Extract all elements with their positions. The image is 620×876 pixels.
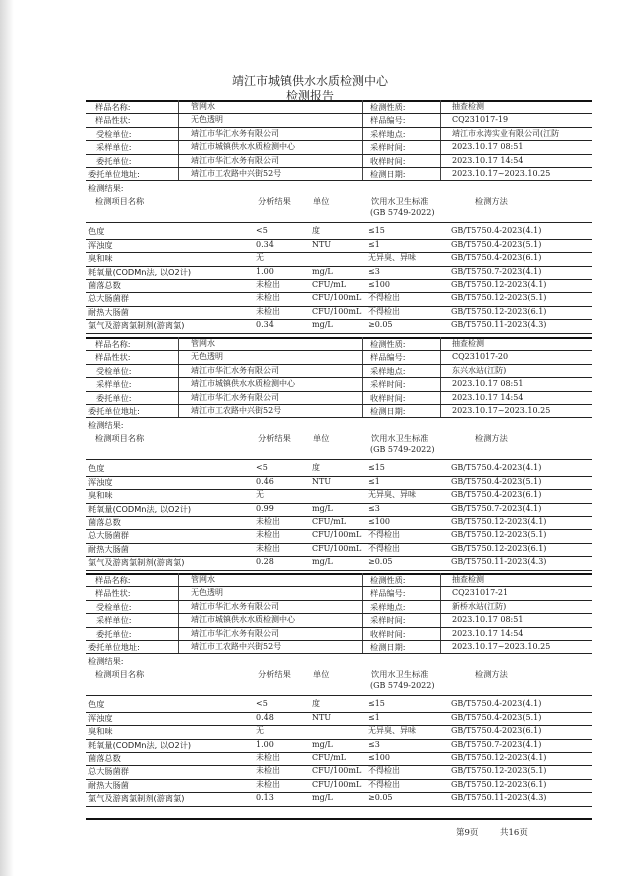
info-value-test-nature: 抽查检测 <box>452 102 484 111</box>
table-row-method: GB/T5750.12-2023(5.1) <box>451 293 547 303</box>
table-row-unit: mg/L <box>312 320 333 330</box>
info-label-sample-name: 样品名称: <box>95 575 131 585</box>
table-row-standard: ≤15 <box>368 463 385 473</box>
col-header-item: 检测项目名称 <box>95 196 145 207</box>
table-row-standard: 无异臭、异味 <box>368 726 416 736</box>
table-row-standard: 无异臭、异味 <box>368 253 416 263</box>
table-row-unit: 度 <box>312 226 320 236</box>
info-label-sample-time: 采样时间: <box>370 615 406 626</box>
col-header-method: 检测方法 <box>475 433 508 444</box>
table-row-item: 菌落总数 <box>88 517 121 527</box>
info-label-test-nature: 检测性质: <box>370 102 406 112</box>
col-header-item: 检测项目名称 <box>95 669 145 680</box>
table-row-method: GB/T5750.7-2023(4.1) <box>451 266 542 276</box>
table-row-item: 耐热大肠菌 <box>88 543 129 554</box>
table-row-method: GB/T5750.12-2023(6.1) <box>451 779 547 789</box>
table-row-unit: NTU <box>312 476 332 486</box>
table-row-rule <box>86 570 592 571</box>
col-header-standard: 饮用水卫生标准 <box>371 433 429 444</box>
info-label-sample-time: 采样时间: <box>370 379 406 390</box>
table-row-standard: ≤100 <box>368 280 390 289</box>
info-label-sample-state: 样品性状: <box>95 352 131 363</box>
table-row-item: 臭和味 <box>88 490 113 501</box>
table-row-method: GB/T5750.12-2023(6.1) <box>451 543 547 553</box>
table-row-item: 臭和味 <box>88 726 113 737</box>
info-value-client: 靖江市华汇水务有限公司 <box>191 601 279 611</box>
table-row-item: 总大肠菌群 <box>88 293 129 304</box>
table-row-method: GB/T5750.4-2023(5.1) <box>451 239 542 249</box>
table-row-method: GB/T5750.7-2023(4.1) <box>451 739 542 749</box>
info-value-sample-state: 无色透明 <box>191 115 223 125</box>
table-row-standard: 不得检出 <box>368 306 400 316</box>
info-value-client: 靖江市华汇水务有限公司 <box>191 128 279 138</box>
info-label-sample-no: 样品编号: <box>370 588 406 599</box>
table-row-result: 未检出 <box>256 753 280 762</box>
table-row-method: GB/T5750.12-2023(4.1) <box>451 280 547 289</box>
report-title: 检测报告 <box>285 89 334 103</box>
info-value-entrusted-addr: 靖江市工农路中兴街52号 <box>191 642 282 651</box>
block-top-rule <box>86 100 592 102</box>
info-row-rule <box>86 180 592 181</box>
table-row-item: 浑浊度 <box>88 476 113 487</box>
info-label-client: 受检单位: <box>96 128 132 139</box>
col-header-unit: 单位 <box>313 433 330 444</box>
table-row-standard: ≤3 <box>368 739 380 749</box>
table-row-method: GB/T5750.11-2023(4.3) <box>451 557 547 567</box>
table-row-result: 未检出 <box>256 517 280 526</box>
info-value-test-date: 2023.10.17~2023.10.25 <box>452 642 551 651</box>
col-header-method: 检测方法 <box>475 196 508 207</box>
table-row-standard: 不得检出 <box>368 543 400 553</box>
info-row-rule <box>86 600 592 601</box>
info-label-sample-name: 样品名称: <box>95 339 131 349</box>
info-value-sample-no: CQ231017-20 <box>452 352 509 362</box>
info-row-rule <box>86 404 592 405</box>
info-value-test-nature: 抽查检测 <box>452 575 484 584</box>
results-heading: 检测结果: <box>88 420 124 431</box>
page-number: 第9页 <box>456 828 479 838</box>
table-row-result: 未检出 <box>256 543 280 553</box>
table-row-item: 臭和味 <box>88 253 113 264</box>
table-row-method: GB/T5750.4-2023(6.1) <box>451 726 542 736</box>
info-label-test-date: 检测日期: <box>370 406 406 416</box>
table-row-item: 色度 <box>88 699 105 710</box>
info-row-rule <box>86 391 592 392</box>
table-row-method: GB/T5750.12-2023(5.1) <box>451 766 547 776</box>
info-value-sample-time: 2023.10.17 08:51 <box>452 142 524 152</box>
info-label-test-date: 检测日期: <box>370 169 406 179</box>
block-top-rule <box>86 337 592 339</box>
table-row-method: GB/T5750.12-2023(6.1) <box>451 306 547 316</box>
table-row-method: GB/T5750.4-2023(5.1) <box>451 476 542 486</box>
info-label-sample-state: 样品性状: <box>95 588 131 599</box>
table-row-method: GB/T5750.7-2023(4.1) <box>451 503 542 513</box>
info-value-sample-name: 管网水 <box>191 102 215 111</box>
table-row-standard: ≤15 <box>368 226 385 236</box>
table-row-method: GB/T5750.12-2023(4.1) <box>451 517 547 526</box>
table-row-standard: ≤100 <box>368 753 390 762</box>
info-row-rule <box>86 154 592 155</box>
table-row-result: 未检出 <box>256 766 280 776</box>
table-row-standard: ≤1 <box>368 239 380 249</box>
table-row-standard: ≤15 <box>368 699 385 709</box>
table-row-unit: CFU/mL <box>312 753 347 762</box>
info-row-rule <box>86 613 592 614</box>
table-row-unit: CFU/mL <box>312 280 347 289</box>
table-row-unit: NTU <box>312 239 332 249</box>
info-label-sample-no: 样品编号: <box>370 352 406 363</box>
table-row-method: GB/T5750.4-2023(6.1) <box>451 490 542 500</box>
col-header-result: 分析结果 <box>258 669 291 680</box>
info-value-client: 靖江市华汇水务有限公司 <box>191 365 279 375</box>
table-row-item: 色度 <box>88 226 105 237</box>
info-value-test-nature: 抽查检测 <box>452 339 484 348</box>
scan-shadow <box>0 0 14 876</box>
table-row-result: 未检出 <box>256 779 280 789</box>
info-row-rule <box>86 586 592 587</box>
results-heading: 检测结果: <box>88 656 124 667</box>
table-row-standard: ≤1 <box>368 712 380 722</box>
table-row-result: <5 <box>256 463 268 473</box>
table-row-method: GB/T5750.4-2023(4.1) <box>451 226 542 236</box>
info-label-sampler: 采样单位: <box>96 379 132 390</box>
col-header-method: 检测方法 <box>475 669 508 680</box>
table-row-unit: mg/L <box>312 503 333 513</box>
info-row-rule <box>86 364 592 365</box>
info-label-sampler: 采样单位: <box>96 142 132 153</box>
info-row-rule <box>86 627 592 628</box>
table-row-item: 色度 <box>88 463 105 474</box>
table-row-unit: 度 <box>312 463 320 473</box>
info-value-sample-time: 2023.10.17 08:51 <box>452 379 524 389</box>
table-row-method: GB/T5750.4-2023(4.1) <box>451 463 542 473</box>
table-row-result: 0.46 <box>256 476 274 486</box>
info-label-entrusted-addr: 委托单位地址: <box>88 642 140 652</box>
info-row-rule <box>86 167 592 168</box>
table-row-method: GB/T5750.4-2023(4.1) <box>451 699 542 709</box>
table-row-item: 氯气及游离氯制剂(游离氯) <box>88 557 185 568</box>
info-row-rule <box>86 640 592 641</box>
info-row-rule <box>86 377 592 378</box>
info-value-sample-site: 新桥水站(江防) <box>452 601 507 611</box>
table-row-result: 0.13 <box>256 793 274 803</box>
info-label-entrusted-addr: 委托单位地址: <box>88 406 140 416</box>
table-row-unit: CFU/100mL <box>312 766 362 776</box>
info-label-sample-site: 采样地点: <box>370 128 406 139</box>
table-row-result: 0.28 <box>256 557 274 567</box>
info-value-receive-time: 2023.10.17 14:54 <box>452 155 524 165</box>
table-row-standard: 不得检出 <box>368 766 400 776</box>
table-row-item: 耐热大肠菌 <box>88 779 129 790</box>
info-value-sampler: 靖江市城镇供水水质检测中心 <box>191 615 295 625</box>
table-row-standard: ≥0.05 <box>368 557 393 567</box>
table-row-method: GB/T5750.12-2023(5.1) <box>451 530 547 540</box>
table-row-item: 耗氧量(CODMn法, 以O2计) <box>88 503 192 514</box>
info-value-receive-time: 2023.10.17 14:54 <box>452 628 524 638</box>
info-value-sample-name: 管网水 <box>191 575 215 584</box>
info-label-receive-time: 收样时间: <box>370 628 406 639</box>
info-value-sample-time: 2023.10.17 08:51 <box>452 615 524 625</box>
info-value-sample-name: 管网水 <box>191 339 215 348</box>
table-row-unit: CFU/100mL <box>312 306 362 316</box>
info-label-test-nature: 检测性质: <box>370 339 406 349</box>
info-value-sample-site: 靖江市永涛实业有限公司(江防 <box>452 128 560 138</box>
col-header-unit: 单位 <box>313 669 330 680</box>
info-value-sample-state: 无色透明 <box>191 352 223 362</box>
table-row-result: 未检出 <box>256 280 280 289</box>
table-header-rule <box>86 695 592 696</box>
table-row-unit: mg/L <box>312 739 333 749</box>
table-row-method: GB/T5750.11-2023(4.3) <box>451 320 547 330</box>
table-row-standard: ≤3 <box>368 503 380 513</box>
info-value-entrusted: 靖江市华汇水务有限公司 <box>191 392 279 402</box>
info-label-sample-no: 样品编号: <box>370 115 406 126</box>
block-top-rule <box>86 573 592 575</box>
table-row-item: 耗氧量(CODMn法, 以O2计) <box>88 739 192 750</box>
table-row-unit: mg/L <box>312 266 333 276</box>
table-row-result: <5 <box>256 699 268 709</box>
info-value-sample-no: CQ231017-19 <box>452 115 509 125</box>
table-row-result: 未检出 <box>256 293 280 303</box>
table-row-item: 耐热大肠菌 <box>88 306 129 317</box>
info-label-entrusted: 委托单位: <box>96 392 132 403</box>
info-label-entrusted-addr: 委托单位地址: <box>88 169 140 179</box>
info-label-sampler: 采样单位: <box>96 615 132 626</box>
table-row-unit: CFU/100mL <box>312 779 362 789</box>
info-value-sampler: 靖江市城镇供水水质检测中心 <box>191 142 295 152</box>
org-title: 靖江市城镇供水水质检测中心 <box>231 74 388 88</box>
table-row-item: 耗氧量(CODMn法, 以O2计) <box>88 266 192 277</box>
info-label-client: 受检单位: <box>96 365 132 376</box>
info-label-test-date: 检测日期: <box>370 642 406 652</box>
col-header-standard-sub: (GB 5749-2022) <box>370 208 435 218</box>
col-header-standard: 饮用水卫生标准 <box>371 196 429 207</box>
table-row-result: 0.34 <box>256 320 274 330</box>
info-label-test-nature: 检测性质: <box>370 575 406 585</box>
info-value-sample-no: CQ231017-21 <box>452 588 509 598</box>
info-row-rule <box>86 350 592 351</box>
table-row-rule <box>86 333 592 334</box>
info-row-rule <box>86 417 592 418</box>
info-label-entrusted: 委托单位: <box>96 155 132 166</box>
info-value-entrusted: 靖江市华汇水务有限公司 <box>191 628 279 638</box>
table-row-item: 总大肠菌群 <box>88 766 129 777</box>
col-header-standard-sub: (GB 5749-2022) <box>370 445 435 455</box>
table-row-unit: CFU/100mL <box>312 543 362 553</box>
table-row-standard: 不得检出 <box>368 530 400 540</box>
table-row-standard: ≥0.05 <box>368 320 393 330</box>
table-row-result: 0.48 <box>256 712 274 722</box>
info-value-sampler: 靖江市城镇供水水质检测中心 <box>191 379 295 389</box>
table-row-result: 0.34 <box>256 239 274 249</box>
page-total: 共16页 <box>500 828 528 838</box>
info-label-sample-site: 采样地点: <box>370 601 406 612</box>
info-row-rule <box>86 653 592 654</box>
table-row-item: 浑浊度 <box>88 712 113 723</box>
results-heading: 检测结果: <box>88 183 124 194</box>
table-row-item: 菌落总数 <box>88 753 121 763</box>
info-value-sample-state: 无色透明 <box>191 588 223 598</box>
col-header-result: 分析结果 <box>258 433 291 444</box>
info-label-sample-name: 样品名称: <box>95 102 131 112</box>
table-row-standard: 不得检出 <box>368 293 400 303</box>
table-row-result: 0.99 <box>256 503 274 513</box>
table-row-result: 无 <box>256 253 264 263</box>
info-value-entrusted: 靖江市华汇水务有限公司 <box>191 155 279 165</box>
info-label-sample-site: 采样地点: <box>370 365 406 376</box>
table-row-unit: CFU/100mL <box>312 293 362 303</box>
table-row-result: 未检出 <box>256 530 280 540</box>
col-header-result: 分析结果 <box>258 196 291 207</box>
info-value-entrusted-addr: 靖江市工农路中兴街52号 <box>191 169 282 178</box>
info-value-test-date: 2023.10.17~2023.10.25 <box>452 406 551 415</box>
table-row-item: 氯气及游离氯制剂(游离氯) <box>88 793 185 804</box>
table-row-unit: NTU <box>312 712 332 722</box>
table-header-rule <box>86 459 592 460</box>
table-row-item: 菌落总数 <box>88 280 121 290</box>
info-value-entrusted-addr: 靖江市工农路中兴街52号 <box>191 406 282 415</box>
col-header-unit: 单位 <box>313 196 330 207</box>
table-row-item: 氯气及游离氯制剂(游离氯) <box>88 320 185 331</box>
table-row-rule <box>86 806 592 807</box>
info-value-sample-site: 东兴水站(江防) <box>452 365 507 375</box>
col-header-standard-sub: (GB 5749-2022) <box>370 681 435 691</box>
table-row-standard: ≤1 <box>368 476 380 486</box>
table-row-standard: 不得检出 <box>368 779 400 789</box>
table-row-method: GB/T5750.11-2023(4.3) <box>451 793 547 803</box>
col-header-standard: 饮用水卫生标准 <box>371 669 429 680</box>
table-row-item: 浑浊度 <box>88 239 113 250</box>
page-bottom-rule <box>86 818 592 820</box>
table-row-unit: 度 <box>312 699 320 709</box>
table-row-unit: CFU/100mL <box>312 530 362 540</box>
table-row-standard: 无异臭、异味 <box>368 490 416 500</box>
info-label-receive-time: 收样时间: <box>370 155 406 166</box>
info-label-sample-state: 样品性状: <box>95 115 131 126</box>
table-row-result: 无 <box>256 490 264 500</box>
info-row-rule <box>86 127 592 128</box>
info-value-test-date: 2023.10.17~2023.10.25 <box>452 169 551 178</box>
table-row-result: 1.00 <box>256 266 274 276</box>
col-header-item: 检测项目名称 <box>95 433 145 444</box>
table-row-item: 总大肠菌群 <box>88 530 129 541</box>
table-row-method: GB/T5750.4-2023(6.1) <box>451 253 542 263</box>
table-row-standard: ≤3 <box>368 266 380 276</box>
info-row-rule <box>86 140 592 141</box>
table-row-result: 1.00 <box>256 739 274 749</box>
info-row-rule <box>86 113 592 114</box>
table-row-result: 未检出 <box>256 306 280 316</box>
table-row-method: GB/T5750.4-2023(5.1) <box>451 712 542 722</box>
table-row-method: GB/T5750.12-2023(4.1) <box>451 753 547 762</box>
info-label-client: 受检单位: <box>96 601 132 612</box>
info-label-sample-time: 采样时间: <box>370 142 406 153</box>
table-row-unit: CFU/mL <box>312 517 347 526</box>
info-value-receive-time: 2023.10.17 14:54 <box>452 392 524 402</box>
table-row-result: <5 <box>256 226 268 236</box>
table-row-result: 无 <box>256 726 264 736</box>
table-row-standard: ≤100 <box>368 517 390 526</box>
table-row-unit: mg/L <box>312 557 333 567</box>
table-row-unit: mg/L <box>312 793 333 803</box>
table-header-rule <box>86 222 592 223</box>
info-label-entrusted: 委托单位: <box>96 628 132 639</box>
info-label-receive-time: 收样时间: <box>370 392 406 403</box>
table-row-standard: ≥0.05 <box>368 793 393 803</box>
